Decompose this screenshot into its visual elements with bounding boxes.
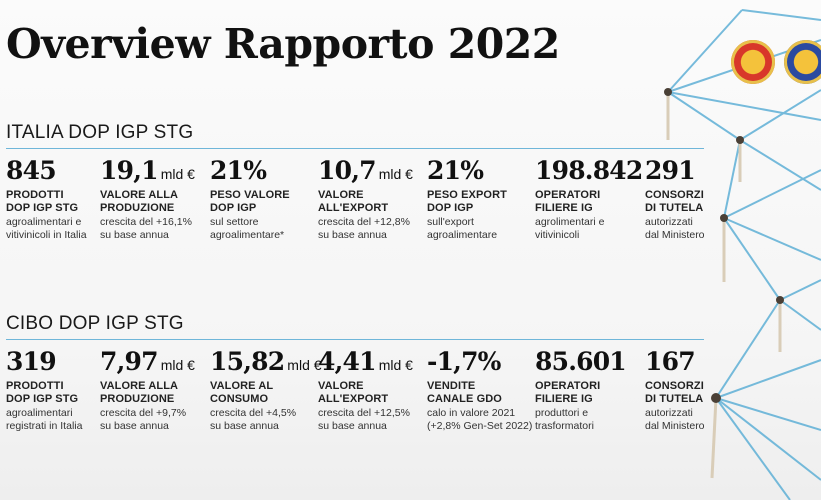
section-divider — [6, 339, 704, 340]
stat-label: DOP IGP STG — [6, 202, 79, 214]
stat-number: 21% — [210, 156, 267, 185]
stat-description: autorizzati — [645, 216, 693, 228]
stat-description: crescita del +4,5% — [210, 407, 297, 419]
stat-unit: mld € — [287, 357, 322, 373]
stat-unit: mld € — [160, 357, 195, 373]
stat-block — [427, 156, 535, 242]
stat-unit: mld € — [378, 166, 413, 182]
stat-value — [535, 347, 643, 380]
stat-label: VALORE ALLA — [100, 189, 179, 201]
stat-block — [645, 156, 753, 242]
stat-number: 7,97 — [100, 347, 158, 376]
stat-description: dal Ministero — [645, 229, 705, 241]
stat-label: DI TUTELA — [645, 393, 704, 405]
stat-label: CANALE GDO — [427, 393, 502, 405]
page-title: Overview Rapporto 2022 — [6, 20, 560, 68]
stat-description: su base annua — [100, 420, 169, 432]
stat-description: crescita del +12,5% — [318, 407, 410, 419]
stat-description: su base annua — [210, 420, 279, 432]
stat-description: crescita del +9,7% — [100, 407, 187, 419]
stat-description: registrati in Italia — [6, 420, 83, 432]
stat-label: VALORE — [318, 189, 364, 201]
stat-description: (+2,8% Gen-Set 2022) — [427, 420, 533, 432]
section-heading: CIBO DOP IGP STG — [6, 313, 184, 334]
stat-number: 10,7 — [318, 156, 376, 185]
stat-block — [6, 347, 114, 433]
stat-description: dal Ministero — [645, 420, 705, 432]
stat-label: PRODUZIONE — [100, 202, 175, 214]
stat-label: ALL'EXPORT — [318, 202, 389, 214]
stat-block — [210, 156, 318, 242]
stat-block — [535, 156, 643, 242]
stat-block — [100, 347, 208, 433]
stat-description: su base annua — [318, 229, 387, 241]
stat-description: trasformatori — [535, 420, 594, 432]
igp-seal-icon — [784, 40, 821, 84]
stat-block — [645, 347, 753, 433]
stat-label: OPERATORI — [535, 189, 601, 201]
stat-unit: mld € — [378, 357, 413, 373]
stat-label: PESO EXPORT — [427, 189, 507, 201]
stat-description: calo in valore 2021 — [427, 407, 516, 419]
stat-value — [210, 347, 322, 380]
stat-number: 167 — [645, 347, 695, 376]
stat-label: VALORE AL — [210, 380, 274, 392]
stat-description: crescita del +16,1% — [100, 216, 192, 228]
stat-label: DOP IGP — [427, 202, 474, 214]
stat-value — [6, 156, 114, 189]
stat-description: sull'export — [427, 216, 474, 228]
stat-value — [535, 156, 643, 189]
stat-value — [100, 156, 208, 189]
stat-block — [318, 156, 426, 242]
stat-label: OPERATORI — [535, 380, 601, 392]
stat-description: agroalimentari — [6, 407, 73, 419]
stat-label: DOP IGP STG — [6, 393, 79, 405]
stat-number: 19,1 — [100, 156, 158, 185]
stat-label: CONSORZI — [645, 380, 704, 392]
stat-label: FILIERE IG — [535, 393, 593, 405]
stat-description: su base annua — [318, 420, 387, 432]
stat-number: 4,41 — [318, 347, 376, 376]
stat-label: DOP IGP — [210, 202, 257, 214]
stat-description: agroalimentari e — [6, 216, 82, 228]
stat-description: autorizzati — [645, 407, 693, 419]
stat-label: VALORE ALLA — [100, 380, 179, 392]
stat-label: VALORE — [318, 380, 364, 392]
stat-number: 198.842 — [535, 156, 643, 185]
stat-description: crescita del +12,8% — [318, 216, 410, 228]
stat-block — [210, 347, 322, 433]
stat-value — [318, 347, 426, 380]
stat-block — [100, 156, 208, 242]
stat-label: PRODUZIONE — [100, 393, 175, 405]
stat-block — [318, 347, 426, 433]
section-divider — [6, 148, 704, 149]
stat-number: -1,7% — [427, 347, 501, 376]
stat-label: FILIERE IG — [535, 202, 593, 214]
stat-number: 319 — [6, 347, 56, 376]
stat-value — [645, 347, 753, 380]
stat-unit: mld € — [160, 166, 195, 182]
stat-number: 85.601 — [535, 347, 626, 376]
stat-description: su base annua — [100, 229, 169, 241]
stat-block — [427, 347, 535, 433]
section-heading: ITALIA DOP IGP STG — [6, 122, 194, 143]
stat-block — [535, 347, 643, 433]
stat-number: 845 — [6, 156, 56, 185]
stat-value — [645, 156, 753, 189]
stat-label: PESO VALORE — [210, 189, 290, 201]
stat-number: 291 — [645, 156, 695, 185]
dop-seal-icon — [731, 40, 775, 84]
stat-value — [427, 347, 535, 380]
stat-label: VENDITE — [427, 380, 476, 392]
stat-label: DI TUTELA — [645, 202, 704, 214]
stat-label: CONSUMO — [210, 393, 269, 405]
stat-label: CONSORZI — [645, 189, 704, 201]
stat-value — [6, 347, 114, 380]
stat-value — [427, 156, 535, 189]
stat-block — [6, 156, 114, 242]
stat-number: 15,82 — [210, 347, 285, 376]
stat-description: agroalimentare — [427, 229, 498, 241]
stat-label: PRODOTTI — [6, 380, 64, 392]
stat-number: 21% — [427, 156, 484, 185]
stat-label: PRODOTTI — [6, 189, 64, 201]
stat-description: agroalimentare* — [210, 229, 285, 241]
stat-description: vitivinicoli in Italia — [6, 229, 87, 241]
stat-description: vitivinicoli — [535, 229, 580, 241]
stat-value — [210, 156, 318, 189]
stat-description: agrolimentari e — [535, 216, 605, 228]
stat-label: ALL'EXPORT — [318, 393, 389, 405]
stat-value — [100, 347, 208, 380]
stat-description: produttori e — [535, 407, 589, 419]
stat-description: sul settore — [210, 216, 259, 228]
stat-value — [318, 156, 426, 189]
